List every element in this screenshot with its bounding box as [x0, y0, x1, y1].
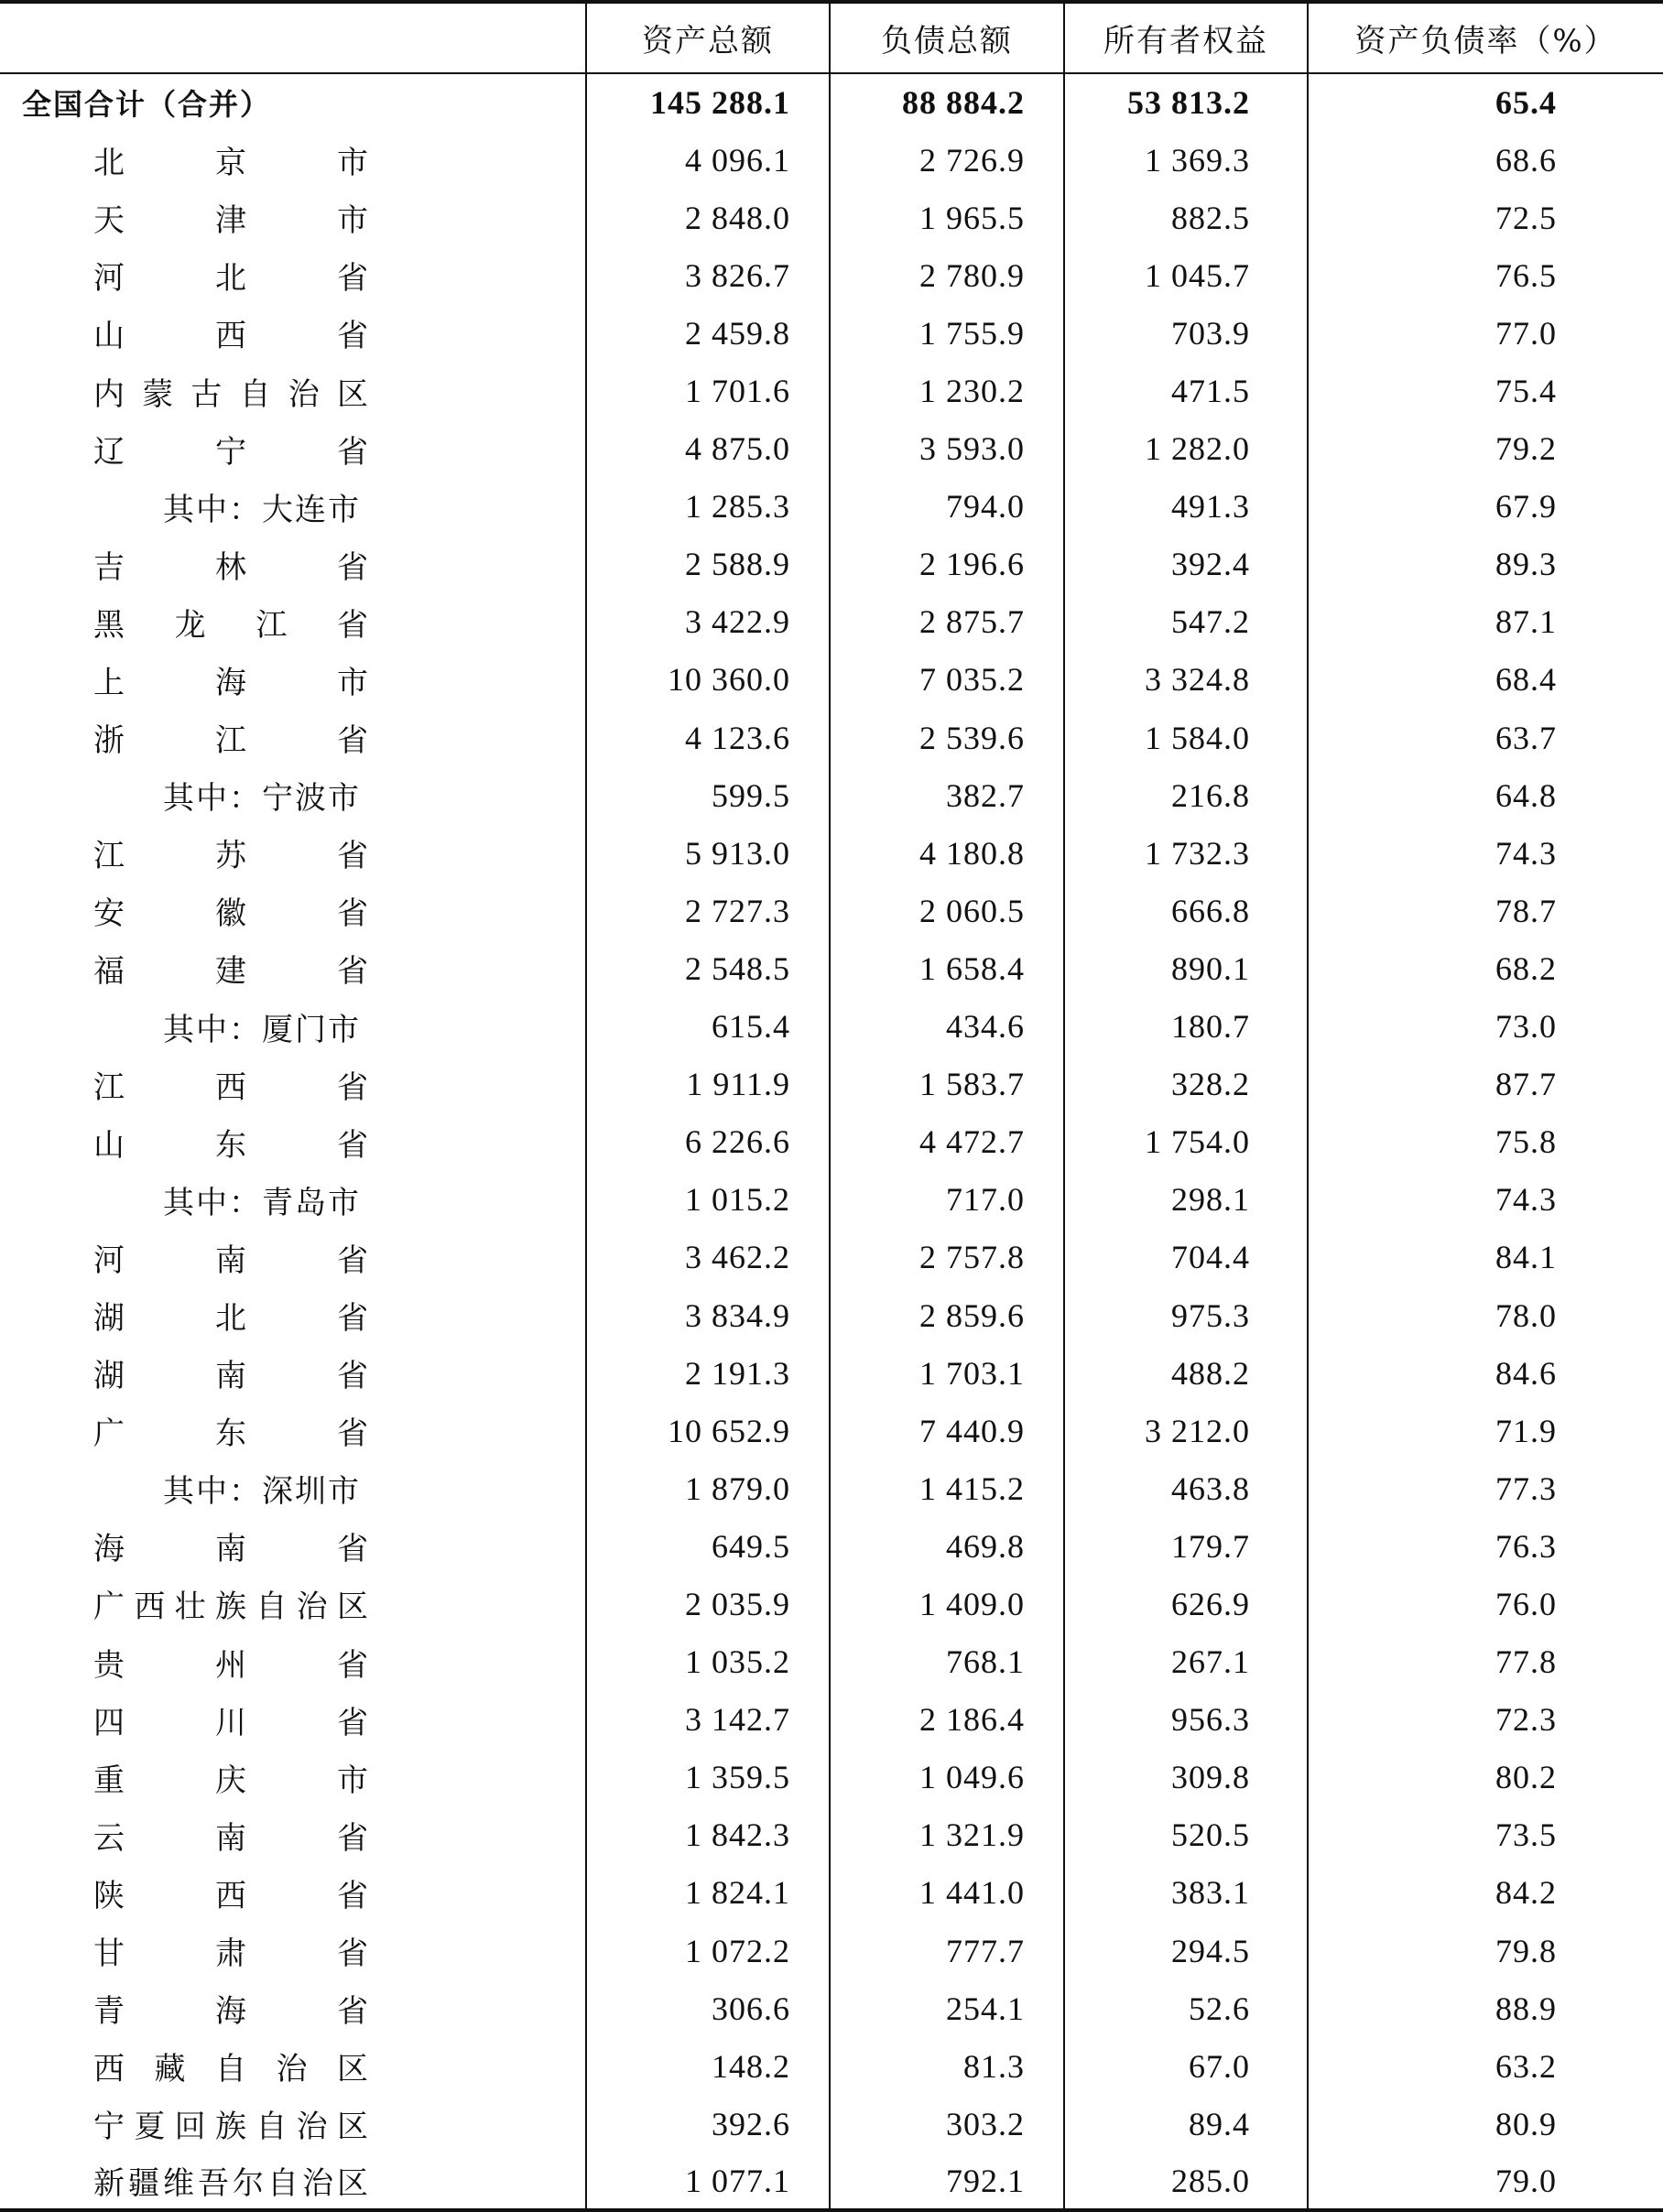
cell-ratio: 76.5	[1308, 246, 1663, 304]
cell-assets: 615.4	[586, 998, 830, 1056]
cell-assets: 3 422.9	[586, 593, 830, 651]
cell-liabilities: 81.3	[830, 2037, 1064, 2095]
region-name-text: 辽 宁 省	[93, 433, 368, 471]
region-name	[0, 1286, 586, 1344]
cell-liabilities: 777.7	[830, 1922, 1064, 1979]
table-row	[0, 2037, 1663, 2095]
cell-ratio: 78.7	[1308, 882, 1663, 939]
region-name	[0, 1691, 586, 1749]
column-header-equity: 所有者权益	[1064, 2, 1308, 73]
cell-equity: 285.0	[1064, 2152, 1308, 2210]
cell-ratio: 74.3	[1308, 1171, 1663, 1229]
cell-equity: 488.2	[1064, 1344, 1308, 1402]
table-row	[0, 1691, 1663, 1749]
table-row	[0, 651, 1663, 709]
total-row	[0, 73, 1663, 131]
cell-liabilities: 2 196.6	[830, 536, 1064, 593]
cell-equity: 703.9	[1064, 304, 1308, 362]
cell-assets: 2 727.3	[586, 882, 830, 939]
cell-assets: 1 072.2	[586, 1922, 830, 1979]
region-name-text: 河 北 省	[93, 260, 368, 298]
region-name	[0, 1517, 586, 1575]
cell-equity: 3 324.8	[1064, 651, 1308, 709]
region-name	[0, 246, 586, 304]
region-name	[0, 824, 586, 882]
cell-ratio: 75.4	[1308, 362, 1663, 419]
region-name	[0, 1056, 586, 1113]
region-name	[0, 189, 586, 246]
cell-equity: 309.8	[1064, 1749, 1308, 1806]
cell-ratio: 75.8	[1308, 1113, 1663, 1171]
cell-ratio: 63.2	[1308, 2037, 1663, 2095]
region-name	[0, 2152, 586, 2210]
cell-assets: 4 875.0	[586, 420, 830, 478]
cell-assets: 3 834.9	[586, 1286, 830, 1344]
cell-assets: 1 285.3	[586, 478, 830, 536]
table-row	[0, 131, 1663, 189]
table-row	[0, 478, 1663, 536]
cell-equity: 298.1	[1064, 1171, 1308, 1229]
table-row	[0, 1056, 1663, 1113]
table-row	[0, 1517, 1663, 1575]
cell-liabilities: 1 658.4	[830, 939, 1064, 997]
cell-liabilities: 469.8	[830, 1517, 1064, 1575]
region-name	[0, 1575, 586, 1632]
region-name	[0, 362, 586, 419]
cell-assets: 1 015.2	[586, 1171, 830, 1229]
region-name	[0, 593, 586, 651]
region-name	[0, 536, 586, 593]
cell-assets: 599.5	[586, 766, 830, 824]
region-name-text: 上 海 市	[93, 664, 368, 701]
cell-assets: 4 096.1	[586, 131, 830, 189]
cell-equity: 67.0	[1064, 2037, 1308, 2095]
region-name: 其中：大连市	[163, 491, 361, 528]
region-name-text: 广 东 省	[93, 1415, 368, 1453]
region-name-text: 湖 北 省	[93, 1300, 368, 1338]
cell-ratio: 67.9	[1308, 478, 1663, 536]
cell-liabilities: 1 703.1	[830, 1344, 1064, 1402]
region-name-text: 江 西 省	[93, 1068, 368, 1106]
region-name-text: 贵 州 省	[93, 1646, 368, 1684]
cell-assets: 392.6	[586, 2095, 830, 2152]
table-row	[0, 1402, 1663, 1459]
region-name-text: 云 南 省	[93, 1819, 368, 1857]
cell-assets: 148.2	[586, 2037, 830, 2095]
region-name	[0, 651, 586, 709]
cell-assets: 2 459.8	[586, 304, 830, 362]
column-header-ratio: 资产负债率（%）	[1308, 2, 1663, 73]
table-row	[0, 1229, 1663, 1286]
total-equity: 53 813.2	[1064, 73, 1308, 131]
cell-equity: 1 754.0	[1064, 1113, 1308, 1171]
cell-liabilities: 2 726.9	[830, 131, 1064, 189]
cell-equity: 547.2	[1064, 593, 1308, 651]
cell-ratio: 68.6	[1308, 131, 1663, 189]
region-name-text: 青 海 省	[93, 1993, 368, 2031]
cell-ratio: 77.8	[1308, 1633, 1663, 1691]
cell-assets: 1 035.2	[586, 1633, 830, 1691]
cell-equity: 491.3	[1064, 478, 1308, 536]
cell-equity: 392.4	[1064, 536, 1308, 593]
cell-ratio: 87.1	[1308, 593, 1663, 651]
cell-equity: 1 282.0	[1064, 420, 1308, 478]
region-name-text: 海 南 省	[93, 1531, 368, 1568]
cell-liabilities: 1 321.9	[830, 1806, 1064, 1864]
table-row	[0, 1286, 1663, 1344]
region-name	[0, 131, 586, 189]
cell-liabilities: 2 539.6	[830, 709, 1064, 766]
region-name	[0, 1922, 586, 1979]
cell-liabilities: 1 415.2	[830, 1459, 1064, 1517]
region-name-text: 安 徽 省	[93, 895, 368, 933]
cell-equity: 216.8	[1064, 766, 1308, 824]
cell-ratio: 71.9	[1308, 1402, 1663, 1459]
cell-ratio: 87.7	[1308, 1056, 1663, 1113]
region-name	[0, 1806, 586, 1864]
region-name	[0, 304, 586, 362]
cell-assets: 2 191.3	[586, 1344, 830, 1402]
region-name-text: 吉 林 省	[93, 548, 368, 586]
cell-equity: 328.2	[1064, 1056, 1308, 1113]
cell-liabilities: 382.7	[830, 766, 1064, 824]
cell-liabilities: 1 049.6	[830, 1749, 1064, 1806]
region-name	[0, 2037, 586, 2095]
cell-equity: 471.5	[1064, 362, 1308, 419]
cell-liabilities: 1 583.7	[830, 1056, 1064, 1113]
region-name-text: 新 疆 维 吾 尔 自 治 区	[93, 2165, 368, 2203]
cell-assets: 1 359.5	[586, 1749, 830, 1806]
region-name: 其中：青岛市	[163, 1184, 361, 1221]
region-name-text: 湖 南 省	[93, 1358, 368, 1395]
cell-liabilities: 2 875.7	[830, 593, 1064, 651]
total-assets: 145 288.1	[586, 73, 830, 131]
cell-assets: 1 911.9	[586, 1056, 830, 1113]
cell-equity: 956.3	[1064, 1691, 1308, 1749]
total-name: 全国合计（合并）	[22, 87, 272, 123]
cell-liabilities: 2 186.4	[830, 1691, 1064, 1749]
cell-assets: 5 913.0	[586, 824, 830, 882]
cell-ratio: 79.0	[1308, 2152, 1663, 2210]
cell-equity: 267.1	[1064, 1633, 1308, 1691]
cell-ratio: 76.0	[1308, 1575, 1663, 1632]
cell-assets: 2 548.5	[586, 939, 830, 997]
cell-assets: 2 848.0	[586, 189, 830, 246]
cell-liabilities: 434.6	[830, 998, 1064, 1056]
cell-liabilities: 2 780.9	[830, 246, 1064, 304]
table-row	[0, 536, 1663, 593]
table-row	[0, 362, 1663, 419]
cell-ratio: 74.3	[1308, 824, 1663, 882]
cell-assets: 1 824.1	[586, 1864, 830, 1922]
cell-ratio: 84.6	[1308, 1344, 1663, 1402]
region-name	[0, 1229, 586, 1286]
cell-liabilities: 792.1	[830, 2152, 1064, 2210]
region-name-text: 天 津 市	[93, 202, 368, 240]
cell-ratio: 80.2	[1308, 1749, 1663, 1806]
table-row	[0, 2095, 1663, 2152]
cell-ratio: 79.2	[1308, 420, 1663, 478]
cell-liabilities: 768.1	[830, 1633, 1064, 1691]
region-name	[0, 709, 586, 766]
table-row	[0, 766, 1663, 824]
cell-liabilities: 2 757.8	[830, 1229, 1064, 1286]
cell-ratio: 89.3	[1308, 536, 1663, 593]
table-row	[0, 1113, 1663, 1171]
table-row	[0, 939, 1663, 997]
cell-liabilities: 794.0	[830, 478, 1064, 536]
cell-equity: 52.6	[1064, 1979, 1308, 2037]
region-name	[0, 1113, 586, 1171]
cell-assets: 4 123.6	[586, 709, 830, 766]
cell-assets: 2 588.9	[586, 536, 830, 593]
cell-ratio: 64.8	[1308, 766, 1663, 824]
cell-ratio: 77.0	[1308, 304, 1663, 362]
region-name-text: 宁 夏 回 族 自 治 区	[93, 2109, 368, 2146]
column-header-assets: 资产总额	[586, 2, 830, 73]
region-name	[0, 420, 586, 478]
table-row	[0, 824, 1663, 882]
table-row	[0, 420, 1663, 478]
region-name-text: 广 西 壮 族 自 治 区	[93, 1589, 368, 1626]
cell-ratio: 80.9	[1308, 2095, 1663, 2152]
cell-assets: 649.5	[586, 1517, 830, 1575]
cell-liabilities: 3 593.0	[830, 420, 1064, 478]
cell-assets: 3 462.2	[586, 1229, 830, 1286]
cell-liabilities: 7 440.9	[830, 1402, 1064, 1459]
cell-liabilities: 1 409.0	[830, 1575, 1064, 1632]
table-row	[0, 1979, 1663, 2037]
table-body	[0, 73, 1663, 2210]
cell-equity: 180.7	[1064, 998, 1308, 1056]
region-name: 其中：厦门市	[163, 1011, 361, 1048]
cell-equity: 890.1	[1064, 939, 1308, 997]
cell-equity: 520.5	[1064, 1806, 1308, 1864]
table-row	[0, 2152, 1663, 2210]
table-row	[0, 1749, 1663, 1806]
region-name-text: 四 川 省	[93, 1704, 368, 1741]
cell-equity: 463.8	[1064, 1459, 1308, 1517]
region-name	[0, 939, 586, 997]
table-row	[0, 593, 1663, 651]
cell-ratio: 78.0	[1308, 1286, 1663, 1344]
region-name	[0, 1633, 586, 1691]
cell-liabilities: 254.1	[830, 1979, 1064, 2037]
table-row	[0, 1806, 1663, 1864]
table-row	[0, 1922, 1663, 1979]
cell-liabilities: 2 859.6	[830, 1286, 1064, 1344]
region-name-text: 北 京 市	[93, 145, 368, 182]
region-name	[0, 1402, 586, 1459]
cell-assets: 1 077.1	[586, 2152, 830, 2210]
cell-equity: 294.5	[1064, 1922, 1308, 1979]
cell-assets: 1 842.3	[586, 1806, 830, 1864]
total-liabilities: 88 884.2	[830, 73, 1064, 131]
table-row	[0, 1575, 1663, 1632]
region-name-text: 山 西 省	[93, 318, 368, 355]
region-name	[0, 1979, 586, 2037]
table-row	[0, 304, 1663, 362]
cell-assets: 1 879.0	[586, 1459, 830, 1517]
cell-assets: 2 035.9	[586, 1575, 830, 1632]
region-name-text: 陕 西 省	[93, 1877, 368, 1914]
region-name-text: 江 苏 省	[93, 838, 368, 875]
cell-ratio: 72.5	[1308, 189, 1663, 246]
cell-equity: 89.4	[1064, 2095, 1308, 2152]
cell-equity: 1 732.3	[1064, 824, 1308, 882]
table-row	[0, 1459, 1663, 1517]
region-name: 其中：深圳市	[163, 1473, 361, 1511]
cell-assets: 1 701.6	[586, 362, 830, 419]
region-name	[0, 2095, 586, 2152]
region-name-text: 重 庆 市	[93, 1762, 368, 1799]
cell-assets: 10 360.0	[586, 651, 830, 709]
total-ratio: 65.4	[1308, 73, 1663, 131]
table-row	[0, 246, 1663, 304]
table-row	[0, 1633, 1663, 1691]
table-row	[0, 189, 1663, 246]
region-name-text: 浙 江 省	[93, 722, 368, 760]
cell-liabilities: 4 472.7	[830, 1113, 1064, 1171]
region-name-text: 福 建 省	[93, 953, 368, 991]
region-name-text: 河 南 省	[93, 1242, 368, 1279]
header-row	[0, 2, 1663, 73]
cell-ratio: 88.9	[1308, 1979, 1663, 2037]
cell-assets: 3 142.7	[586, 1691, 830, 1749]
cell-ratio: 68.2	[1308, 939, 1663, 997]
table-row	[0, 882, 1663, 939]
table-row	[0, 998, 1663, 1056]
cell-ratio: 84.1	[1308, 1229, 1663, 1286]
table-row	[0, 709, 1663, 766]
cell-ratio: 77.3	[1308, 1459, 1663, 1517]
cell-equity: 1 584.0	[1064, 709, 1308, 766]
cell-equity: 704.4	[1064, 1229, 1308, 1286]
region-name-text: 西 藏 自 治 区	[93, 2051, 368, 2088]
cell-ratio: 76.3	[1308, 1517, 1663, 1575]
cell-equity: 179.7	[1064, 1517, 1308, 1575]
region-name-text: 山 东 省	[93, 1126, 368, 1164]
cell-liabilities: 303.2	[830, 2095, 1064, 2152]
table-row	[0, 1864, 1663, 1922]
cell-assets: 10 652.9	[586, 1402, 830, 1459]
cell-liabilities: 2 060.5	[830, 882, 1064, 939]
cell-equity: 666.8	[1064, 882, 1308, 939]
table-row	[0, 1171, 1663, 1229]
region-name-text: 黑 龙 江 省	[93, 606, 368, 644]
cell-liabilities: 7 035.2	[830, 651, 1064, 709]
cell-equity: 1 045.7	[1064, 246, 1308, 304]
cell-equity: 383.1	[1064, 1864, 1308, 1922]
cell-ratio: 84.2	[1308, 1864, 1663, 1922]
cell-assets: 306.6	[586, 1979, 830, 2037]
table-row	[0, 1344, 1663, 1402]
region-name	[0, 1864, 586, 1922]
cell-ratio: 63.7	[1308, 709, 1663, 766]
cell-equity: 626.9	[1064, 1575, 1308, 1632]
cell-liabilities: 4 180.8	[830, 824, 1064, 882]
cell-ratio: 72.3	[1308, 1691, 1663, 1749]
cell-liabilities: 1 965.5	[830, 189, 1064, 246]
region-name	[0, 1749, 586, 1806]
region-name: 其中：宁波市	[163, 780, 361, 818]
cell-equity: 882.5	[1064, 189, 1308, 246]
cell-assets: 3 826.7	[586, 246, 830, 304]
cell-assets: 6 226.6	[586, 1113, 830, 1171]
column-header-region	[0, 2, 586, 73]
cell-liabilities: 1 755.9	[830, 304, 1064, 362]
cell-equity: 1 369.3	[1064, 131, 1308, 189]
cell-ratio: 73.5	[1308, 1806, 1663, 1864]
region-name-text: 甘 肃 省	[93, 1936, 368, 1973]
cell-ratio: 68.4	[1308, 651, 1663, 709]
region-name	[0, 882, 586, 939]
cell-liabilities: 717.0	[830, 1171, 1064, 1229]
cell-liabilities: 1 441.0	[830, 1864, 1064, 1922]
region-name-text: 内 蒙 古 自 治 区	[93, 375, 368, 413]
cell-liabilities: 1 230.2	[830, 362, 1064, 419]
cell-equity: 975.3	[1064, 1286, 1308, 1344]
column-header-liabilities: 负债总额	[830, 2, 1064, 73]
cell-ratio: 73.0	[1308, 998, 1663, 1056]
cell-equity: 3 212.0	[1064, 1402, 1308, 1459]
region-name	[0, 1344, 586, 1402]
cell-ratio: 79.8	[1308, 1922, 1663, 1979]
